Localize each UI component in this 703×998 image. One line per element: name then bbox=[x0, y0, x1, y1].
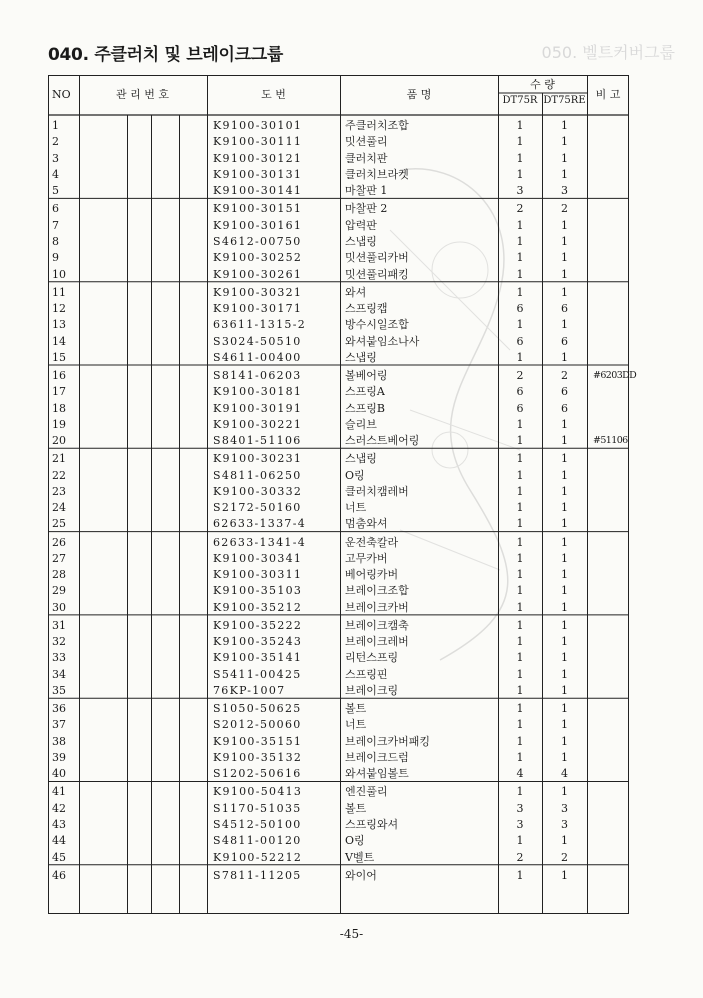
row-qty-dt75re: 1 bbox=[561, 468, 568, 482]
row-qty-dt75re: 1 bbox=[561, 417, 568, 431]
row-name: 볼트 bbox=[345, 801, 367, 815]
row-drawing: S7811-11205 bbox=[213, 868, 302, 882]
row-name: 브레이크링 bbox=[345, 684, 399, 697]
row-drawing: K9100-30121 bbox=[213, 151, 303, 165]
row-qty-dt75re: 1 bbox=[561, 651, 568, 665]
row-no: 31 bbox=[52, 618, 66, 632]
row-name: 스냅링 bbox=[345, 452, 377, 466]
row-no: 15 bbox=[52, 350, 66, 364]
row-name: 마찰판 2 bbox=[345, 202, 388, 216]
row-qty-dt75r: 1 bbox=[516, 785, 524, 799]
row-qty-dt75r: 1 bbox=[516, 151, 524, 165]
row-no: 20 bbox=[52, 434, 66, 448]
page-title: 040. 주클러치 및 브레이크그룹 bbox=[48, 45, 283, 65]
row-drawing: K9100-30321 bbox=[213, 285, 303, 299]
row-qty-dt75r: 1 bbox=[516, 452, 524, 466]
row-qty-dt75r: 1 bbox=[516, 667, 524, 681]
row-no: 9 bbox=[52, 251, 59, 265]
row-qty-dt75r: 6 bbox=[516, 401, 524, 415]
row-qty-dt75re: 1 bbox=[561, 618, 568, 632]
row-drawing: K9100-30341 bbox=[213, 551, 303, 565]
row-no: 46 bbox=[52, 868, 66, 882]
row-name: 스프링B bbox=[345, 401, 385, 415]
row-no: 11 bbox=[52, 285, 66, 299]
parts-table bbox=[48, 75, 637, 914]
row-qty-dt75re: 1 bbox=[561, 501, 568, 515]
col-header-qty: 수 량 bbox=[530, 78, 555, 91]
row-qty-dt75r: 1 bbox=[516, 167, 524, 181]
col-header-dt75r: DT75R bbox=[502, 95, 538, 106]
row-name: 스프링A bbox=[345, 385, 385, 399]
row-drawing: K9100-50413 bbox=[213, 785, 303, 799]
row-qty-dt75re: 2 bbox=[561, 850, 568, 864]
row-qty-dt75re: 1 bbox=[561, 484, 568, 498]
row-qty-dt75r: 1 bbox=[516, 568, 524, 582]
row-no: 24 bbox=[52, 501, 66, 515]
row-name: 와셔붙임볼트 bbox=[345, 767, 409, 781]
row-no: 29 bbox=[52, 584, 66, 598]
row-drawing: K9100-30252 bbox=[213, 251, 303, 265]
row-name: O링 bbox=[345, 468, 365, 482]
row-drawing: 63611-1315-2 bbox=[213, 318, 307, 332]
row-no: 10 bbox=[52, 267, 66, 281]
row-qty-dt75re: 3 bbox=[561, 801, 568, 815]
row-drawing: K9100-30131 bbox=[213, 167, 303, 181]
row-qty-dt75r: 1 bbox=[516, 417, 524, 431]
row-qty-dt75r: 1 bbox=[516, 751, 524, 764]
row-drawing: K9100-35103 bbox=[213, 584, 303, 598]
row-drawing: K9100-35141 bbox=[213, 651, 303, 665]
row-drawing: S2172-50160 bbox=[213, 501, 302, 515]
row-drawing: S3024-50510 bbox=[213, 334, 302, 348]
row-qty-dt75r: 3 bbox=[516, 818, 524, 831]
row-no: 16 bbox=[52, 368, 66, 382]
row-name: 방수시일조합 bbox=[345, 318, 409, 332]
row-drawing: K9100-52212 bbox=[213, 850, 303, 864]
row-qty-dt75r: 1 bbox=[516, 651, 524, 665]
row-qty-dt75r: 3 bbox=[516, 184, 524, 198]
row-qty-dt75re: 3 bbox=[561, 818, 568, 831]
col-header-drawing: 도 번 bbox=[261, 88, 286, 101]
row-drawing: K9100-30171 bbox=[213, 301, 303, 315]
ghost-title: 050. 벨트커버그룹 bbox=[541, 43, 675, 62]
row-qty-dt75re: 1 bbox=[561, 434, 568, 448]
row-drawing: S4811-00120 bbox=[213, 834, 302, 848]
row-qty-dt75re: 1 bbox=[561, 350, 568, 364]
row-qty-dt75re: 1 bbox=[561, 318, 568, 332]
row-no: 19 bbox=[52, 417, 66, 431]
row-qty-dt75re: 2 bbox=[561, 202, 568, 216]
row-qty-dt75r: 6 bbox=[516, 385, 524, 399]
row-name: 스냅링 bbox=[345, 350, 377, 364]
row-qty-dt75re: 1 bbox=[561, 167, 568, 181]
row-no: 38 bbox=[52, 734, 66, 748]
row-drawing: 62633-1341-4 bbox=[213, 535, 307, 549]
row-qty-dt75r: 1 bbox=[516, 584, 524, 598]
row-no: 30 bbox=[52, 600, 66, 614]
row-qty-dt75r: 1 bbox=[516, 684, 524, 697]
row-drawing: S4612-00750 bbox=[213, 234, 302, 248]
row-drawing: K9100-30101 bbox=[213, 119, 303, 132]
row-qty-dt75re: 6 bbox=[561, 301, 568, 315]
row-no: 5 bbox=[52, 184, 59, 198]
row-qty-dt75re: 1 bbox=[561, 568, 568, 582]
col-header-name: 품 명 bbox=[406, 88, 432, 101]
row-drawing: K9100-30181 bbox=[213, 385, 303, 399]
row-qty-dt75re: 6 bbox=[561, 385, 568, 399]
row-name: 스냅링 bbox=[345, 234, 377, 248]
row-name: 볼베어링 bbox=[345, 368, 388, 382]
row-qty-dt75r: 6 bbox=[516, 334, 524, 348]
row-name: V벨트 bbox=[345, 850, 375, 864]
row-qty-dt75r: 1 bbox=[516, 868, 524, 882]
row-no: 33 bbox=[52, 651, 66, 665]
row-drawing: K9100-30261 bbox=[213, 267, 303, 281]
row-name: 스프링핀 bbox=[345, 667, 388, 681]
row-qty-dt75re: 1 bbox=[561, 267, 568, 281]
row-qty-dt75re: 1 bbox=[561, 135, 568, 149]
row-qty-dt75r: 1 bbox=[516, 734, 524, 748]
row-qty-dt75re: 1 bbox=[561, 535, 568, 549]
row-drawing: K9100-35243 bbox=[213, 635, 303, 649]
row-remark: #6203DD bbox=[593, 369, 637, 381]
row-qty-dt75re: 1 bbox=[561, 119, 568, 132]
row-name: 운전축칼라 bbox=[345, 535, 399, 549]
row-name: 고무카버 bbox=[345, 551, 388, 565]
row-qty-dt75r: 1 bbox=[516, 135, 524, 149]
row-drawing: S1050-50625 bbox=[213, 702, 302, 716]
row-qty-dt75r: 2 bbox=[516, 202, 524, 216]
row-name: 브레이크레버 bbox=[345, 635, 409, 649]
row-qty-dt75r: 2 bbox=[516, 850, 524, 864]
row-no: 23 bbox=[52, 484, 66, 498]
row-qty-dt75r: 1 bbox=[516, 468, 524, 482]
row-name: 클러치브라켓 bbox=[345, 167, 409, 181]
row-qty-dt75r: 1 bbox=[516, 551, 524, 565]
row-drawing: K9100-30151 bbox=[213, 202, 303, 216]
row-name: 브레이크드럼 bbox=[345, 751, 409, 764]
row-drawing: K9100-35151 bbox=[213, 734, 303, 748]
row-name: 멈춤와셔 bbox=[345, 517, 388, 531]
row-no: 18 bbox=[52, 401, 66, 415]
row-no: 13 bbox=[52, 318, 66, 332]
row-drawing: K9100-30231 bbox=[213, 452, 303, 466]
row-name: 브레이크캠축 bbox=[345, 618, 409, 632]
row-qty-dt75re: 1 bbox=[561, 868, 568, 882]
row-no: 44 bbox=[52, 834, 66, 848]
row-qty-dt75re: 1 bbox=[561, 517, 568, 531]
row-name: 너트 bbox=[345, 718, 367, 732]
row-qty-dt75r: 4 bbox=[516, 767, 524, 781]
row-qty-dt75re: 1 bbox=[561, 234, 568, 248]
row-name: 브레이크조합 bbox=[345, 584, 409, 598]
row-qty-dt75r: 1 bbox=[516, 635, 524, 649]
row-qty-dt75r: 1 bbox=[516, 718, 524, 732]
row-no: 45 bbox=[52, 850, 66, 864]
row-name: 베어링카버 bbox=[345, 568, 399, 582]
row-drawing: K9100-30311 bbox=[213, 568, 303, 582]
row-qty-dt75re: 1 bbox=[561, 718, 568, 732]
row-drawing: K9100-35132 bbox=[213, 751, 303, 764]
row-qty-dt75re: 2 bbox=[561, 368, 568, 382]
col-header-mgmt: 관 리 번 호 bbox=[116, 88, 169, 101]
row-remark: #51106 bbox=[593, 435, 628, 447]
row-qty-dt75r: 1 bbox=[516, 600, 524, 614]
row-name: 와셔붙임소나사 bbox=[345, 334, 420, 348]
row-no: 21 bbox=[52, 452, 66, 466]
row-no: 7 bbox=[52, 218, 59, 232]
col-header-remark: 비 고 bbox=[595, 88, 621, 101]
row-name: 스프링와셔 bbox=[345, 818, 399, 831]
row-no: 40 bbox=[52, 767, 66, 781]
row-qty-dt75re: 1 bbox=[561, 218, 568, 232]
row-name: 스프링캡 bbox=[345, 301, 388, 315]
row-name: 볼트 bbox=[345, 702, 367, 716]
row-name: 클러치판 bbox=[345, 151, 388, 165]
row-drawing: K9100-30111 bbox=[213, 135, 303, 149]
row-drawing: S2012-50060 bbox=[213, 718, 302, 732]
row-qty-dt75r: 1 bbox=[516, 350, 524, 364]
row-no: 36 bbox=[52, 702, 66, 716]
row-no: 8 bbox=[52, 234, 59, 248]
row-name: 브레이크카버패킹 bbox=[345, 734, 431, 748]
row-drawing: S5411-00425 bbox=[213, 667, 302, 681]
row-no: 14 bbox=[52, 334, 66, 348]
row-drawing: 62633-1337-4 bbox=[213, 517, 307, 531]
row-name: 압력판 bbox=[345, 218, 377, 232]
row-qty-dt75r: 1 bbox=[516, 484, 524, 498]
row-no: 39 bbox=[52, 751, 66, 764]
col-header-dt75re: DT75RE bbox=[543, 95, 586, 106]
row-qty-dt75re: 3 bbox=[561, 184, 568, 198]
row-qty-dt75re: 1 bbox=[561, 667, 568, 681]
row-name: 브레이크카버 bbox=[345, 600, 409, 614]
row-qty-dt75re: 1 bbox=[561, 751, 568, 764]
row-qty-dt75re: 1 bbox=[561, 684, 568, 697]
row-drawing: K9100-30161 bbox=[213, 218, 303, 232]
row-drawing: K9100-30332 bbox=[213, 484, 303, 498]
row-qty-dt75r: 1 bbox=[516, 285, 524, 299]
row-drawing: S4811-06250 bbox=[213, 468, 302, 482]
row-qty-dt75re: 1 bbox=[561, 285, 568, 299]
row-qty-dt75r: 1 bbox=[516, 834, 524, 848]
row-qty-dt75r: 3 bbox=[516, 801, 524, 815]
row-no: 28 bbox=[52, 568, 66, 582]
row-no: 4 bbox=[52, 167, 59, 181]
row-qty-dt75r: 1 bbox=[516, 318, 524, 332]
row-no: 37 bbox=[52, 718, 66, 732]
row-drawing: K9100-30221 bbox=[213, 417, 303, 431]
row-drawing: K9100-30141 bbox=[213, 184, 303, 198]
row-qty-dt75r: 1 bbox=[516, 267, 524, 281]
row-qty-dt75re: 1 bbox=[561, 551, 568, 565]
row-name: 마찰판 1 bbox=[345, 184, 388, 198]
row-no: 3 bbox=[52, 151, 59, 165]
row-no: 1 bbox=[52, 119, 59, 132]
row-drawing: 76KP-1007 bbox=[213, 684, 286, 697]
row-no: 34 bbox=[52, 667, 66, 681]
row-no: 6 bbox=[52, 202, 59, 216]
row-qty-dt75re: 1 bbox=[561, 834, 568, 848]
row-name: 밋션풀리 bbox=[345, 135, 388, 149]
row-drawing: S8401-51106 bbox=[213, 434, 302, 448]
row-name: 슬리브 bbox=[345, 417, 377, 431]
row-name: 리턴스프링 bbox=[345, 651, 399, 665]
row-qty-dt75re: 1 bbox=[561, 734, 568, 748]
row-qty-dt75re: 1 bbox=[561, 251, 568, 265]
row-qty-dt75r: 6 bbox=[516, 301, 524, 315]
row-no: 42 bbox=[52, 801, 66, 815]
row-no: 2 bbox=[52, 135, 59, 149]
row-qty-dt75r: 1 bbox=[516, 501, 524, 515]
row-name: 엔진풀리 bbox=[345, 785, 388, 799]
row-qty-dt75re: 1 bbox=[561, 452, 568, 466]
row-name: 와셔 bbox=[345, 285, 367, 299]
row-drawing: S4512-50100 bbox=[213, 818, 302, 831]
row-name: 스러스트베어링 bbox=[345, 434, 420, 448]
row-qty-dt75re: 1 bbox=[561, 151, 568, 165]
row-name: 와이어 bbox=[345, 868, 377, 882]
row-name: 클러치캠레버 bbox=[345, 484, 409, 498]
row-name: 주클러치조합 bbox=[345, 119, 409, 132]
row-drawing: K9100-30191 bbox=[213, 401, 303, 415]
row-no: 17 bbox=[52, 385, 66, 399]
row-qty-dt75r: 1 bbox=[516, 434, 524, 448]
row-qty-dt75re: 1 bbox=[561, 702, 568, 716]
row-name: O링 bbox=[345, 834, 365, 848]
row-drawing: S1170-51035 bbox=[213, 801, 302, 815]
row-no: 26 bbox=[52, 535, 66, 549]
row-no: 32 bbox=[52, 635, 66, 649]
row-no: 27 bbox=[52, 551, 66, 565]
row-drawing: S4611-00400 bbox=[213, 350, 302, 364]
row-qty-dt75re: 1 bbox=[561, 635, 568, 649]
row-qty-dt75r: 1 bbox=[516, 517, 524, 531]
col-header-no: NO bbox=[52, 88, 71, 101]
row-qty-dt75r: 1 bbox=[516, 251, 524, 265]
row-no: 41 bbox=[52, 785, 66, 799]
row-qty-dt75r: 1 bbox=[516, 618, 524, 632]
row-name: 밋션풀리카버 bbox=[345, 251, 409, 265]
row-drawing: S1202-50616 bbox=[213, 767, 302, 781]
row-qty-dt75r: 1 bbox=[516, 218, 524, 232]
row-drawing: K9100-35212 bbox=[213, 600, 303, 614]
row-no: 35 bbox=[52, 684, 66, 697]
row-qty-dt75r: 2 bbox=[516, 368, 524, 382]
row-drawing: K9100-35222 bbox=[213, 618, 303, 632]
row-qty-dt75re: 6 bbox=[561, 334, 568, 348]
row-no: 43 bbox=[52, 818, 66, 831]
row-no: 22 bbox=[52, 468, 66, 482]
row-qty-dt75re: 1 bbox=[561, 785, 568, 799]
row-qty-dt75r: 1 bbox=[516, 702, 524, 716]
row-no: 25 bbox=[52, 517, 66, 531]
row-qty-dt75re: 1 bbox=[561, 584, 568, 598]
row-qty-dt75re: 4 bbox=[561, 767, 568, 781]
page-number: -45- bbox=[339, 927, 364, 941]
row-drawing: S8141-06203 bbox=[213, 368, 302, 382]
row-qty-dt75re: 6 bbox=[561, 401, 568, 415]
row-no: 12 bbox=[52, 301, 66, 315]
row-name: 너트 bbox=[345, 501, 367, 515]
row-qty-dt75r: 1 bbox=[516, 119, 524, 132]
row-qty-dt75re: 1 bbox=[561, 600, 568, 614]
row-name: 밋션풀리패킹 bbox=[345, 267, 409, 281]
row-qty-dt75r: 1 bbox=[516, 535, 524, 549]
row-qty-dt75r: 1 bbox=[516, 234, 524, 248]
